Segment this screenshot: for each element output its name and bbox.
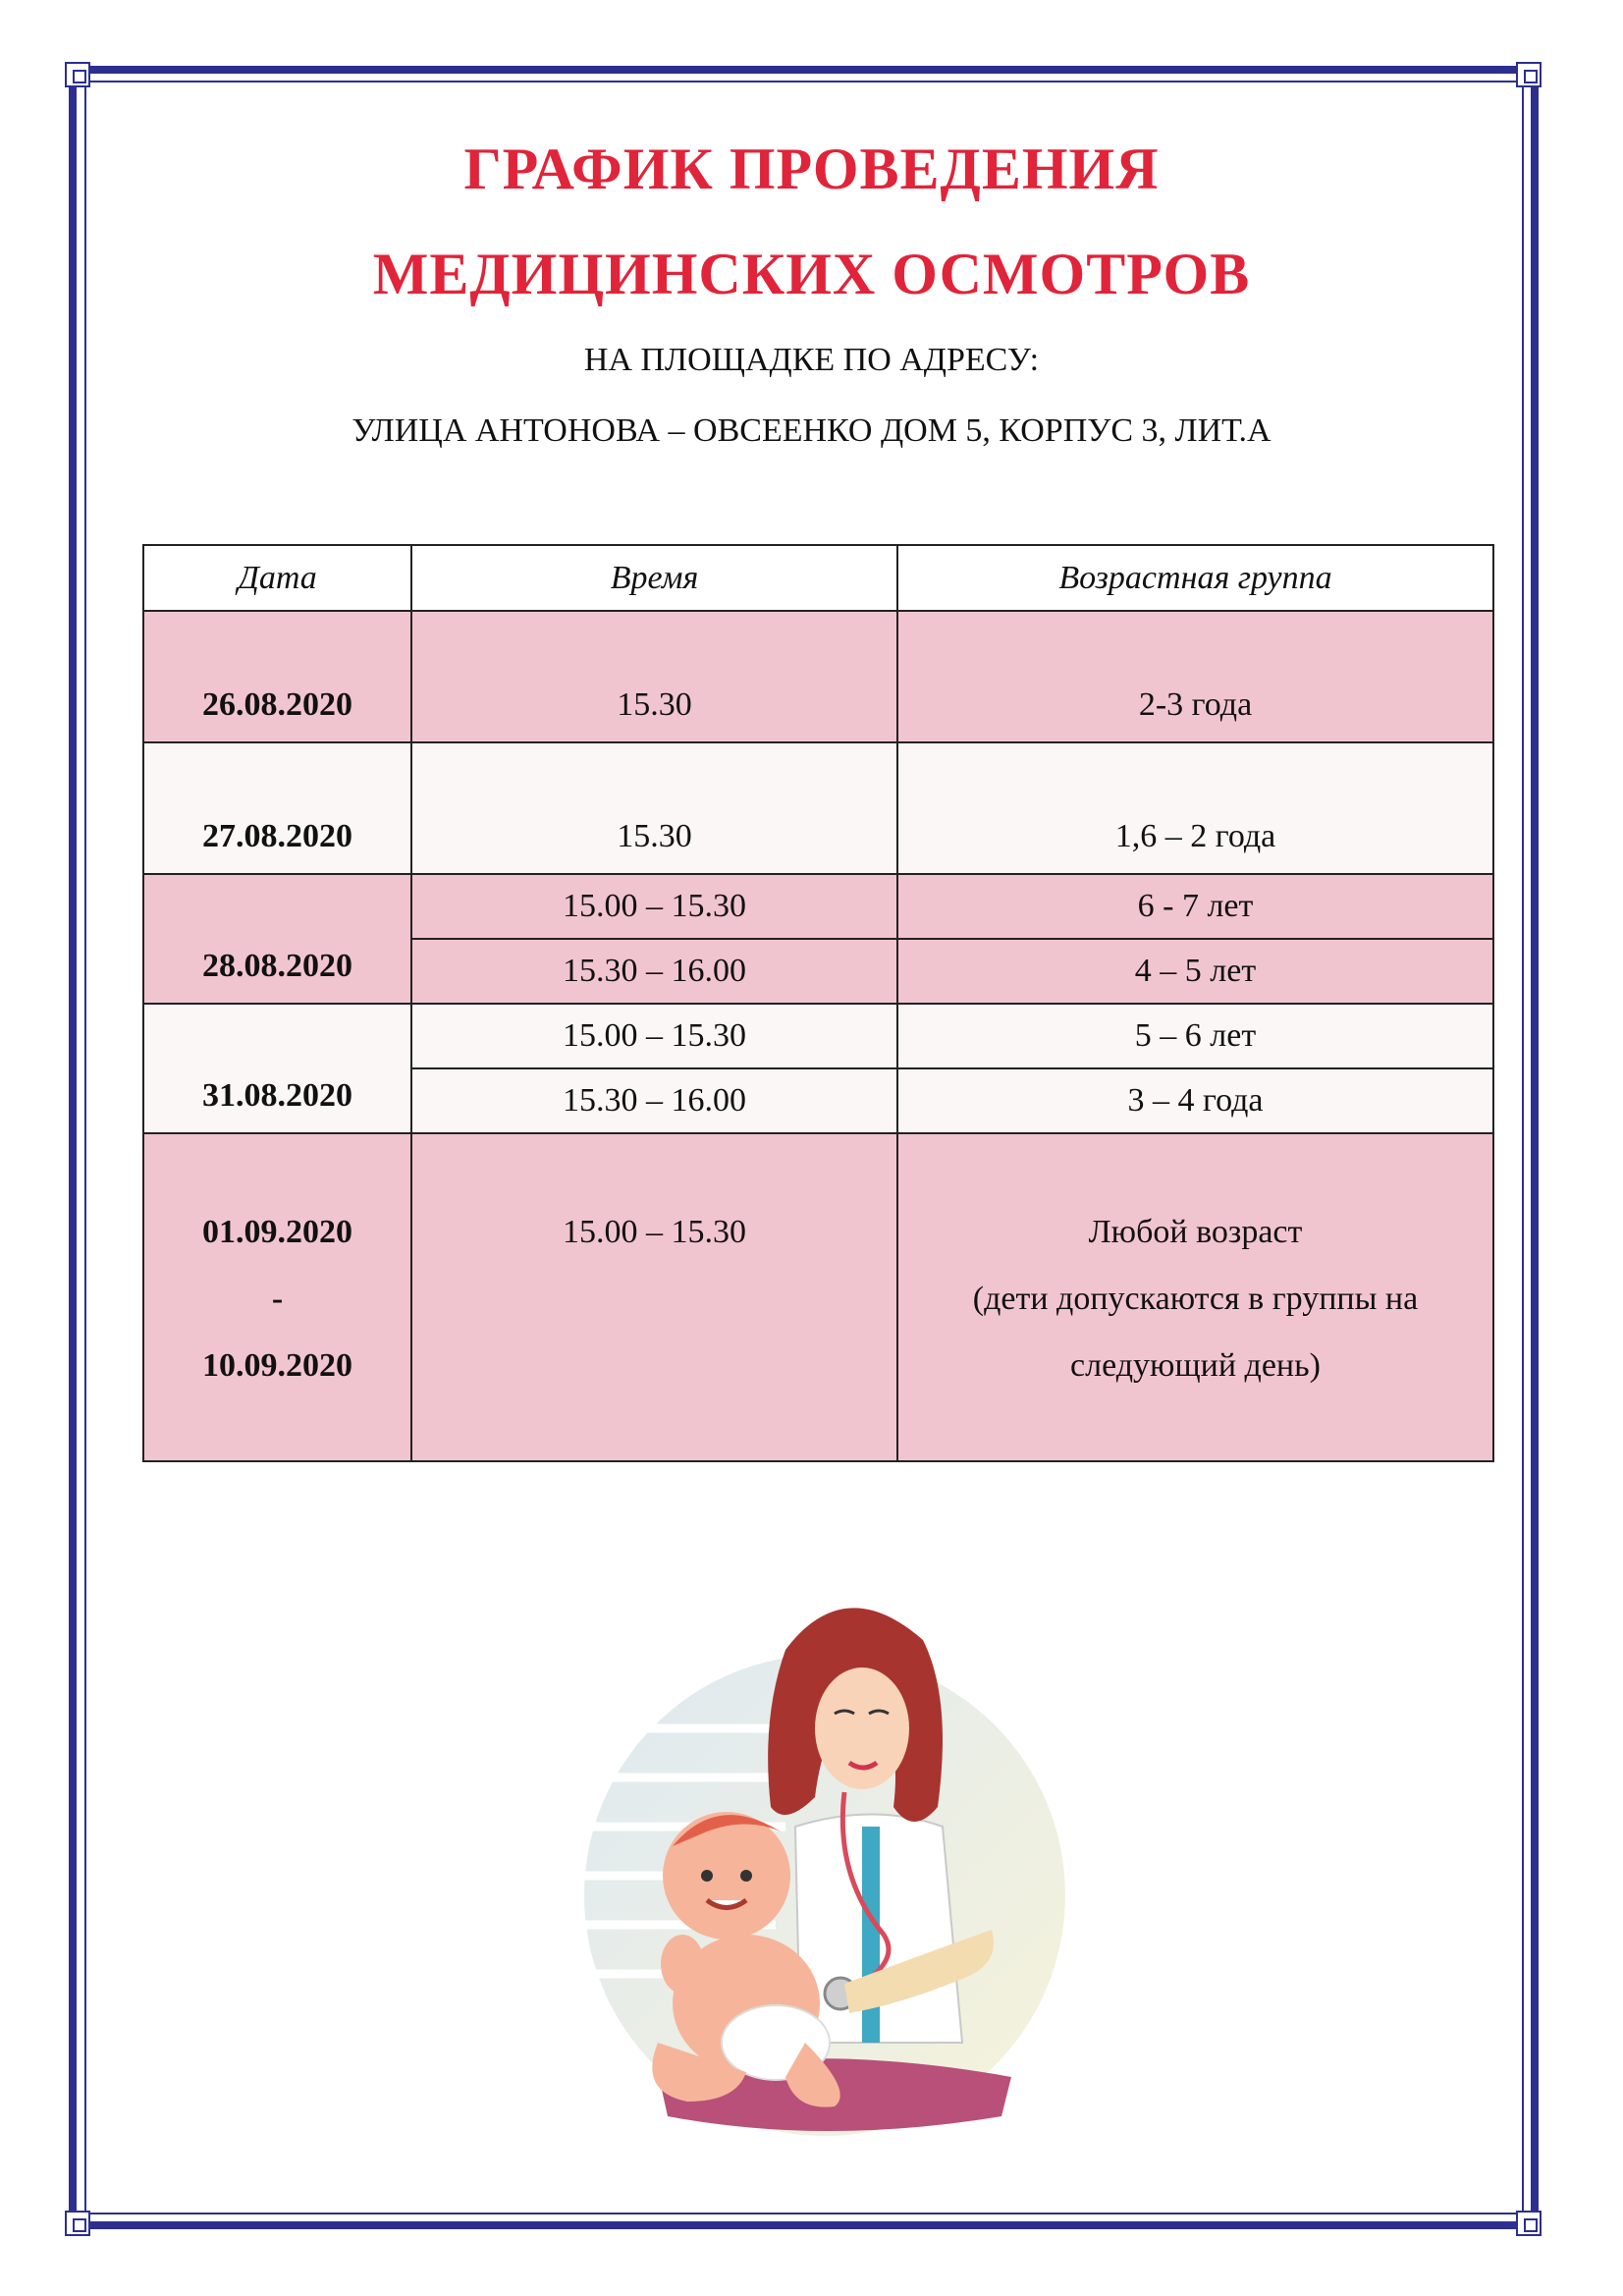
table-row xyxy=(143,742,1493,874)
address: УЛИЦА АНТОНОВА – ОВСЕЕНКО ДОМ 5, КОРПУС 3, ЛИТ.А xyxy=(352,412,1271,449)
doctor-scrubs xyxy=(862,1827,880,2043)
column-header-age-group: Возрастная группа xyxy=(897,545,1493,611)
column-header-time: Время xyxy=(411,545,897,611)
cell-age-group: 5 – 6 лет xyxy=(897,1004,1493,1068)
table-header-row xyxy=(143,545,1493,611)
cell-age-group: 1,6 – 2 года xyxy=(897,742,1493,874)
date-range-separator: - xyxy=(271,1281,284,1317)
date-range-end: 10.09.2020 xyxy=(202,1347,352,1384)
cell-time: 15.00 – 15.30 xyxy=(411,1004,897,1068)
page-title-line1: ГРАФИК ПРОВЕДЕНИЯ xyxy=(463,137,1160,201)
age-group-note-line: следующий день) xyxy=(1070,1347,1321,1384)
page-title-line2: МЕДИЦИНСКИХ ОСМОТРОВ xyxy=(372,242,1251,306)
cell-date-range xyxy=(143,1133,411,1461)
table-row xyxy=(143,1004,1493,1068)
frame-corner-ornament xyxy=(65,2211,90,2236)
cell-date: 26.08.2020 xyxy=(143,611,411,742)
cell-time: 15.30 xyxy=(411,611,897,742)
cell-age-group xyxy=(897,1133,1493,1461)
cell-time: 15.00 – 15.30 xyxy=(411,874,897,939)
cell-date: 31.08.2020 xyxy=(143,1004,411,1133)
cell-age-group: 6 - 7 лет xyxy=(897,874,1493,939)
baby-head xyxy=(663,1812,790,1940)
date-range-start: 01.09.2020 xyxy=(202,1214,352,1250)
table-row xyxy=(143,1133,1493,1461)
doctor-examining-baby-icon xyxy=(550,1581,1100,2151)
cell-time: 15.00 – 15.30 xyxy=(411,1133,897,1461)
frame-corner-ornament xyxy=(1516,2211,1542,2236)
table-row xyxy=(143,611,1493,742)
cell-time: 15.30 – 16.00 xyxy=(411,1068,897,1133)
frame-corner-ornament xyxy=(65,62,90,87)
cell-age-group: 4 – 5 лет xyxy=(897,939,1493,1004)
frame-corner-ornament xyxy=(1516,62,1542,87)
address-intro: НА ПЛОЩАДКЕ ПО АДРЕСУ: xyxy=(583,342,1040,378)
age-group-line: Любой возраст xyxy=(1088,1214,1303,1250)
age-group-note-line: (дети допускаются в группы на xyxy=(972,1281,1419,1317)
cell-date: 27.08.2020 xyxy=(143,742,411,874)
cell-date: 28.08.2020 xyxy=(143,874,411,1004)
cell-age-group: 3 – 4 года xyxy=(897,1068,1493,1133)
cell-age-group: 2-3 года xyxy=(897,611,1493,742)
cell-time: 15.30 – 16.00 xyxy=(411,939,897,1004)
column-header-date: Дата xyxy=(143,545,411,611)
doctor-face xyxy=(815,1667,909,1789)
schedule-table xyxy=(142,544,1494,1462)
cell-time: 15.30 xyxy=(411,742,897,874)
table-row xyxy=(143,874,1493,939)
